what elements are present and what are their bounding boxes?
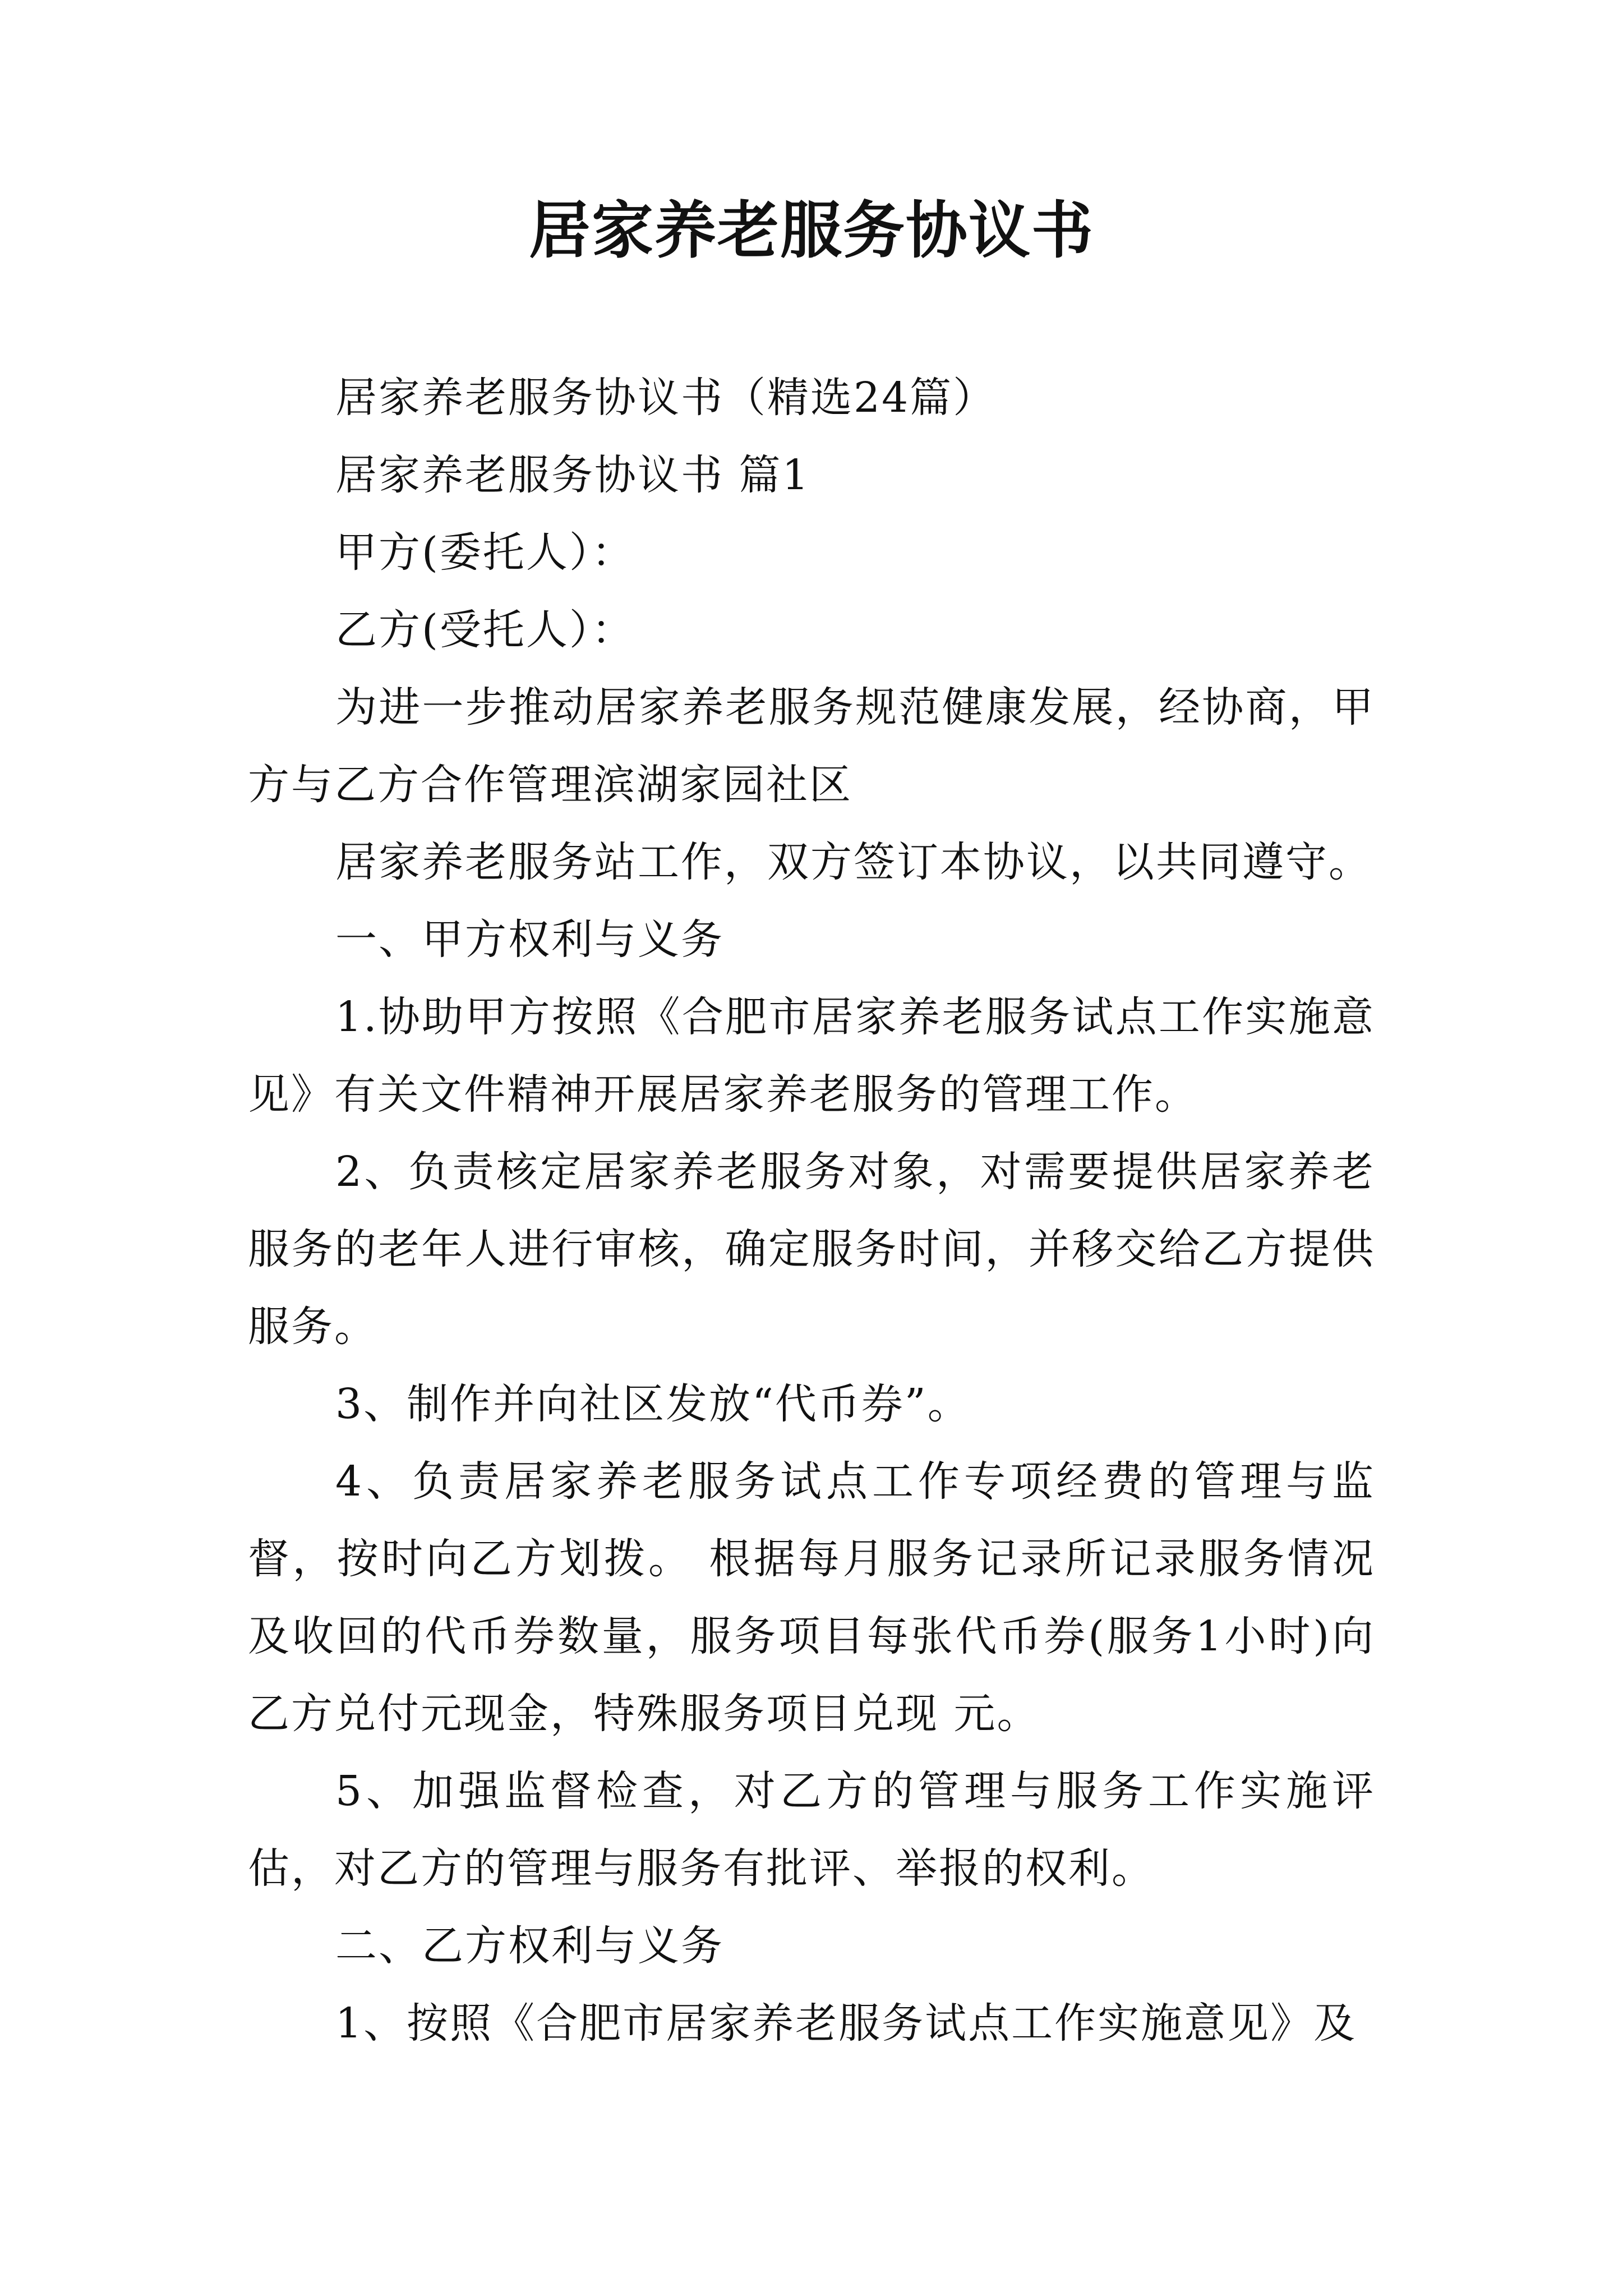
paragraph-item-4: 4、负责居家养老服务试点工作专项经费的管理与监督，按时向乙方划拨。 根据每月服务记录所记录服务情况及收回的代币券数量，服务项目每张代币券(服务1小时)向乙方兑付元现金，特殊服务项目兑现 元。: [248, 1457, 1375, 1738]
document-title: 居家养老服务协议书: [529, 194, 1094, 266]
paragraph-party-b: 乙方(受托人）：: [335, 606, 635, 654]
paragraph-item-2: 2、负责核定居家养老服务对象，对需要提供居家养老服务的老年人进行审核，确定服务时间，并移交给乙方提供服务。: [248, 1148, 1375, 1351]
paragraph-intro-continued: 居家养老服务站工作，双方签订本协议，以共同遵守。: [335, 838, 1372, 886]
paragraph-subtitle: 居家养老服务协议书（精选24篇）: [335, 374, 997, 422]
paragraph-party-b-heading: 二、乙方权利与义务: [335, 1922, 724, 1970]
paragraph-party-a: 甲方(委托人）：: [335, 528, 635, 577]
paragraph-party-a-heading: 一、甲方权利与义务: [335, 915, 724, 964]
paragraph-intro: 为进一步推动居家养老服务规范健康发展，经协商，甲方与乙方合作管理滨湖家园社区: [248, 683, 1375, 809]
paragraph-section-heading: 居家养老服务协议书 篇1: [335, 451, 810, 499]
document-body: [248, 359, 1375, 2062]
paragraph-party-b-item-1: 1、按照《合肥市居家养老服务试点工作实施意见》及: [335, 1999, 1357, 2047]
paragraph-item-3: 3、制作并向社区发放“代币券”。: [335, 1380, 971, 1428]
paragraph-item-1: 1.协助甲方按照《合肥市居家养老服务试点工作实施意见》有关文件精神开展居家养老服务的管理工作。: [248, 993, 1375, 1119]
paragraph-item-5: 5、加强监督检查，对乙方的管理与服务工作实施评估，对乙方的管理与服务有批评、举报的权利。: [248, 1767, 1375, 1893]
